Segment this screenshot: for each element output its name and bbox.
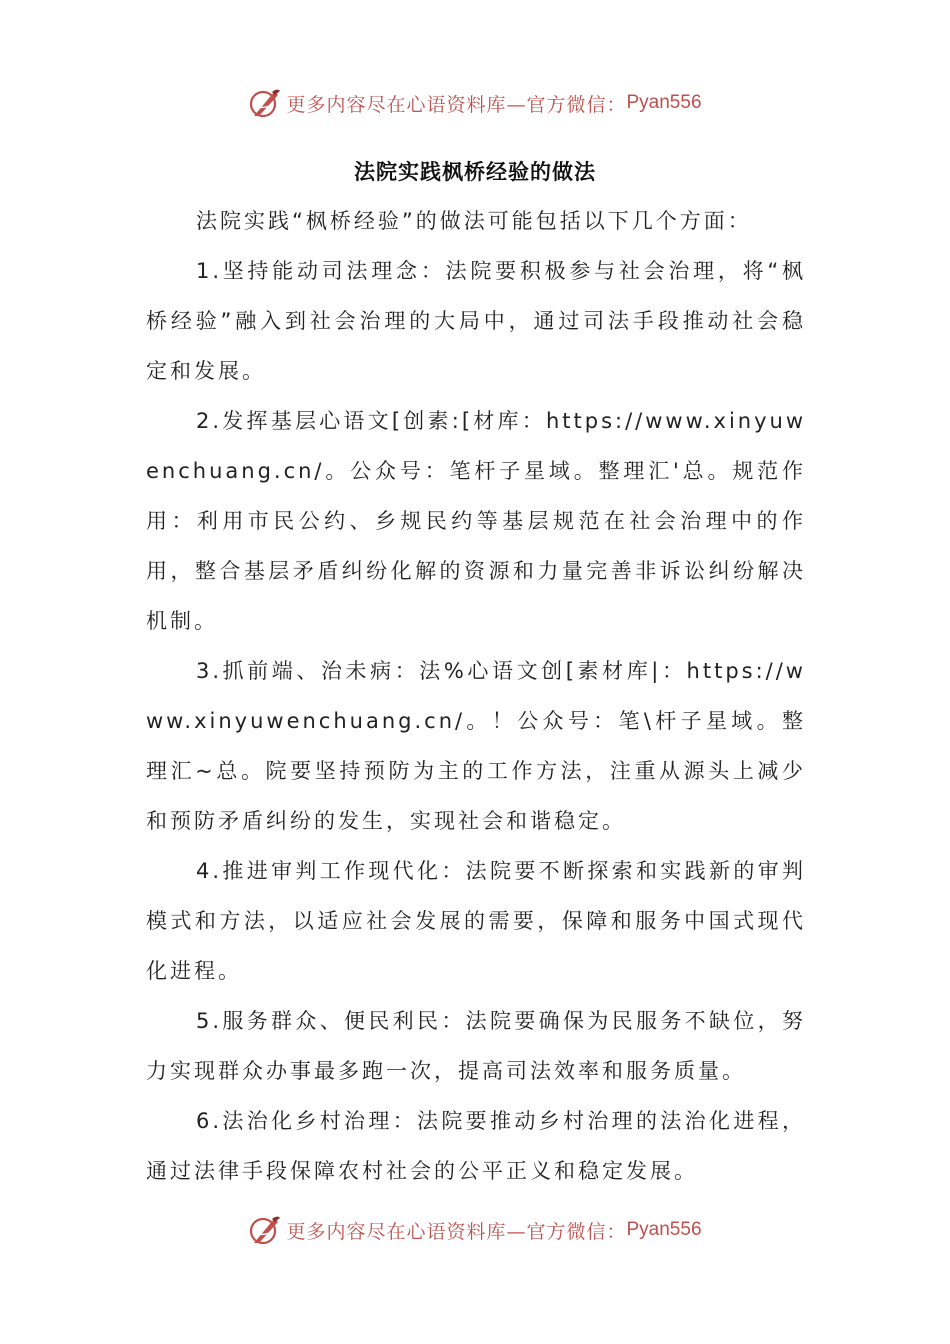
quill-pen-icon (248, 86, 282, 120)
watermark-account: Pyan556 (626, 1219, 702, 1240)
list-item: 1.坚持能动司法理念：法院要积极参与社会治理，将“枫桥经验”融入到社会治理的大局中，通过司法手段推动社会稳定和发展。 (146, 259, 806, 383)
header-watermark-banner (0, 85, 950, 121)
document-body (146, 196, 806, 1196)
quill-pen-icon (248, 1213, 282, 1247)
footer-watermark-banner (0, 1212, 950, 1248)
list-item: 6.法治化乡村治理：法院要推动乡村治理的法治化进程，通过法律手段保障农村社会的公平正义和稳定发展。 (146, 1109, 806, 1183)
intro-paragraph: 法院实践“枫桥经验”的做法可能包括以下几个方面： (196, 209, 752, 233)
list-item: 4.推进审判工作现代化：法院要不断探索和实践新的审判模式和方法，以适应社会发展的需要，保障和服务中国式现代化进程。 (146, 859, 806, 983)
watermark-text: 更多内容尽在心语资料库—官方微信： (286, 93, 627, 116)
watermark-account: Pyan556 (626, 92, 702, 113)
watermark-text: 更多内容尽在心语资料库—官方微信： (286, 1220, 627, 1243)
list-item: 3.抓前端、治未病：法%心语文创[素材库|：https://www.xinyuwenchuang.cn/。！公众号：笔\杆子星域。整理汇~总。院要坚持预防为主的工作方法，注重从源头上减少和预防矛盾纠纷的发生，实现社会和谐稳定。 (146, 659, 806, 833)
list-item: 5.服务群众、便民利民：法院要确保为民服务不缺位，努力实现群众办事最多跑一次，提高司法效率和服务质量。 (146, 1009, 806, 1083)
list-item: 2.发挥基层心语文[创素:[材库：https://www.xinyuwenchuang.cn/。公众号：笔杆子星域。整理汇'总。规范作用：利用市民公约、乡规民约等基层规范在社会治理中的作用，整合基层矛盾纠纷化解的资源和力量完善非诉讼纠纷解决机制。 (146, 409, 806, 633)
page-title: 法院实践枫桥经验的做法 (354, 160, 596, 184)
